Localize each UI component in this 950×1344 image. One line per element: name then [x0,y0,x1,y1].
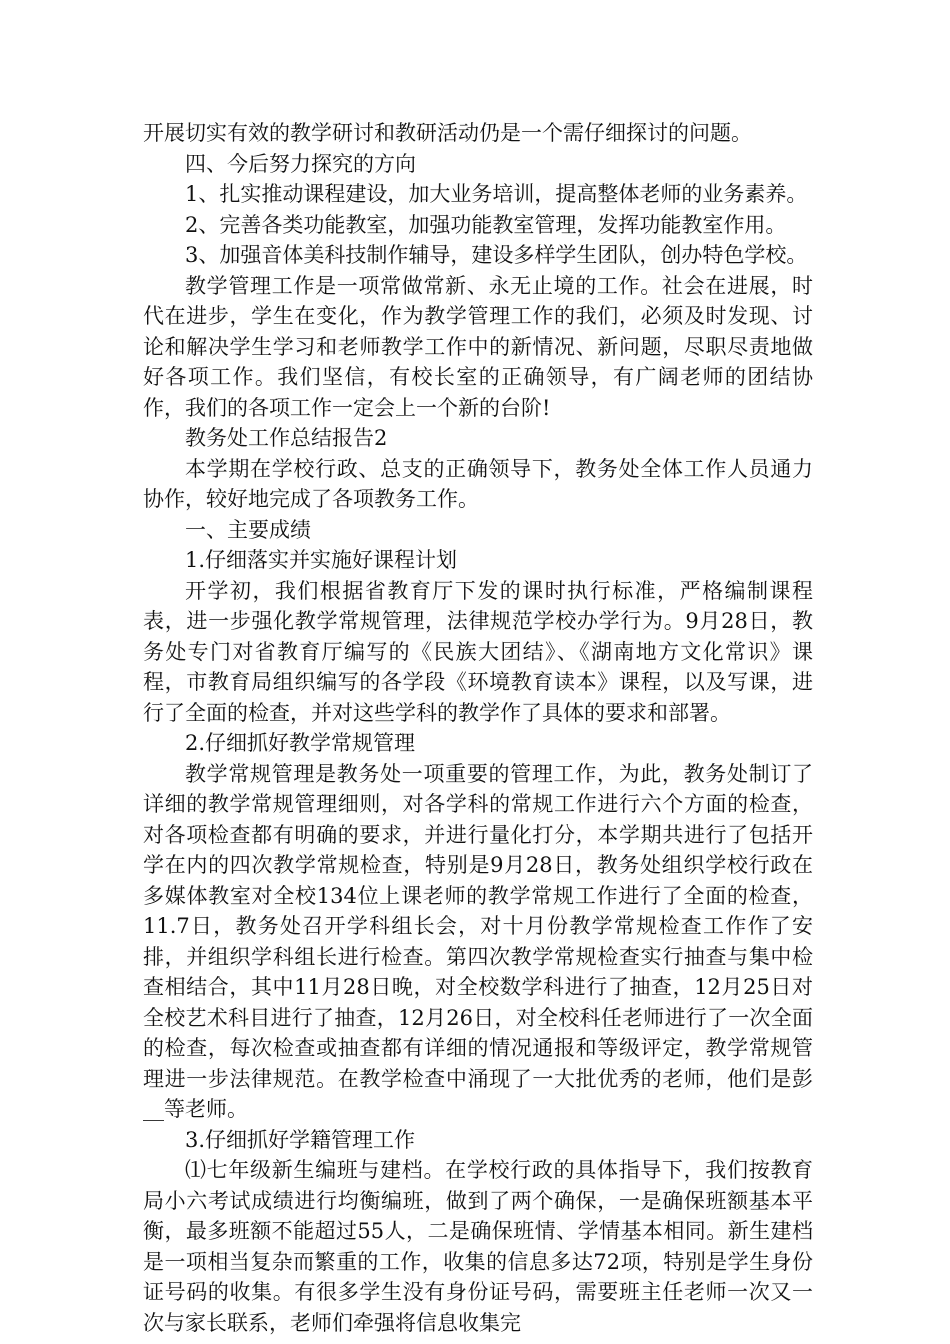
section-heading-future-direction: 四、今后努力探究的方向 [185,151,416,176]
report-title: 教务处工作总结报告2 [185,426,388,450]
section-heading-main-achievements: 一、主要成绩 [185,517,311,542]
list-item-1: 1、扎实推动课程建设，加大业务培训，提高整体老师的业务素养。 [185,182,808,206]
closing-paragraph: 教学管理工作是一项常做常新、永无止境的工作。社会在进展，时代在进步，学生在变化，作为教学管理工作的我们，必须及时发现、讨论和解决学生学习和老师教学工作中的新情况、新问题，尽职尽责地做好各项工作。我们坚信，有校长室的正确领导，有广阔老师的团结协作，我们的各项工作一定会上一个新的台阶! [143,273,813,420]
paragraph-continuation: 开展切实有效的教学研讨和教研活动仍是一个需仔细探讨的问题。 [143,121,752,145]
subheading-student-records: 3.仔细抓好学籍管理工作 [185,1127,416,1152]
paragraph-curriculum-plan: 开学初，我们根据省教育厅下发的课时执行标准，严格编制课程表，进一步强化教学常规管理，法律规范学校办学行为。9月28日，教务处专门对省教育厅编写的《民族大团结》、《湖南地方文化常识》课程，市教育局组织编写的各学段《环境教育读本》课程，以及写课，进行了全面的检查，并对这些学科的教学作了具体的要求和部署。 [143,578,813,725]
paragraph-student-records: ⑴七年级新生编班与建档。在学校行政的具体指导下，我们按教育局小六考试成绩进行均衡编班，做到了两个确保，一是确保班额基本平衡，最多班额不能超过55人，二是确保班情、学情基本相同。新生建档是一项相当复杂而繁重的工作，收集的信息多达72项，特别是学生身份证号码的收集。有很多学生没有身份证号码，需要班主任老师一次又一次与家长联系，老师们牵强将信息收集完 [143,1158,813,1335]
intro-paragraph: 本学期在学校行政、总支的正确领导下，教务处全体工作人员通力协作，较好地完成了各项教务工作。 [143,456,813,511]
subheading-teaching-routine: 2.仔细抓好教学常规管理 [185,731,416,755]
list-item-3: 3、加强音体美科技制作辅导，建设多样学生团队，创办特色学校。 [185,243,808,267]
subheading-curriculum-plan: 1.仔细落实并实施好课程计划 [185,548,458,572]
list-item-2: 2、完善各类功能教室，加强功能教室管理，发挥功能教室作用。 [185,212,787,237]
paragraph-teaching-routine: 教学常规管理是教务处一项重要的管理工作，为此，教务处制订了详细的教学常规管理细则，对各学科的常规工作进行六个方面的检查，对各项检查都有明确的要求，并进行量化打分，本学期共进行了包括开学在内的四次教学常规检查，特别是9月28日，教务处组织学校行政在多媒体教室对全校134位上课老师的教学常规工作进行了全面的检查，11.7日，教务处召开学科组长会，对十月份教学常规检查工作作了安排，并组织学科组长进行检查。第四次教学常规检查实行抽查与集中检查相结合，其中11月28日晚，对全校数学科进行了抽查，12月25日对全校艺术科目进行了抽查，12月26日，对全校科任老师进行了一次全面的检查，每次检查或抽查都有详细的情况通报和等级评定，教学常规管理进一步法律规范。在教学检查中涌现了一大批优秀的老师，他们是彭__等老师。 [143,761,813,1121]
document-page [143,118,813,1338]
